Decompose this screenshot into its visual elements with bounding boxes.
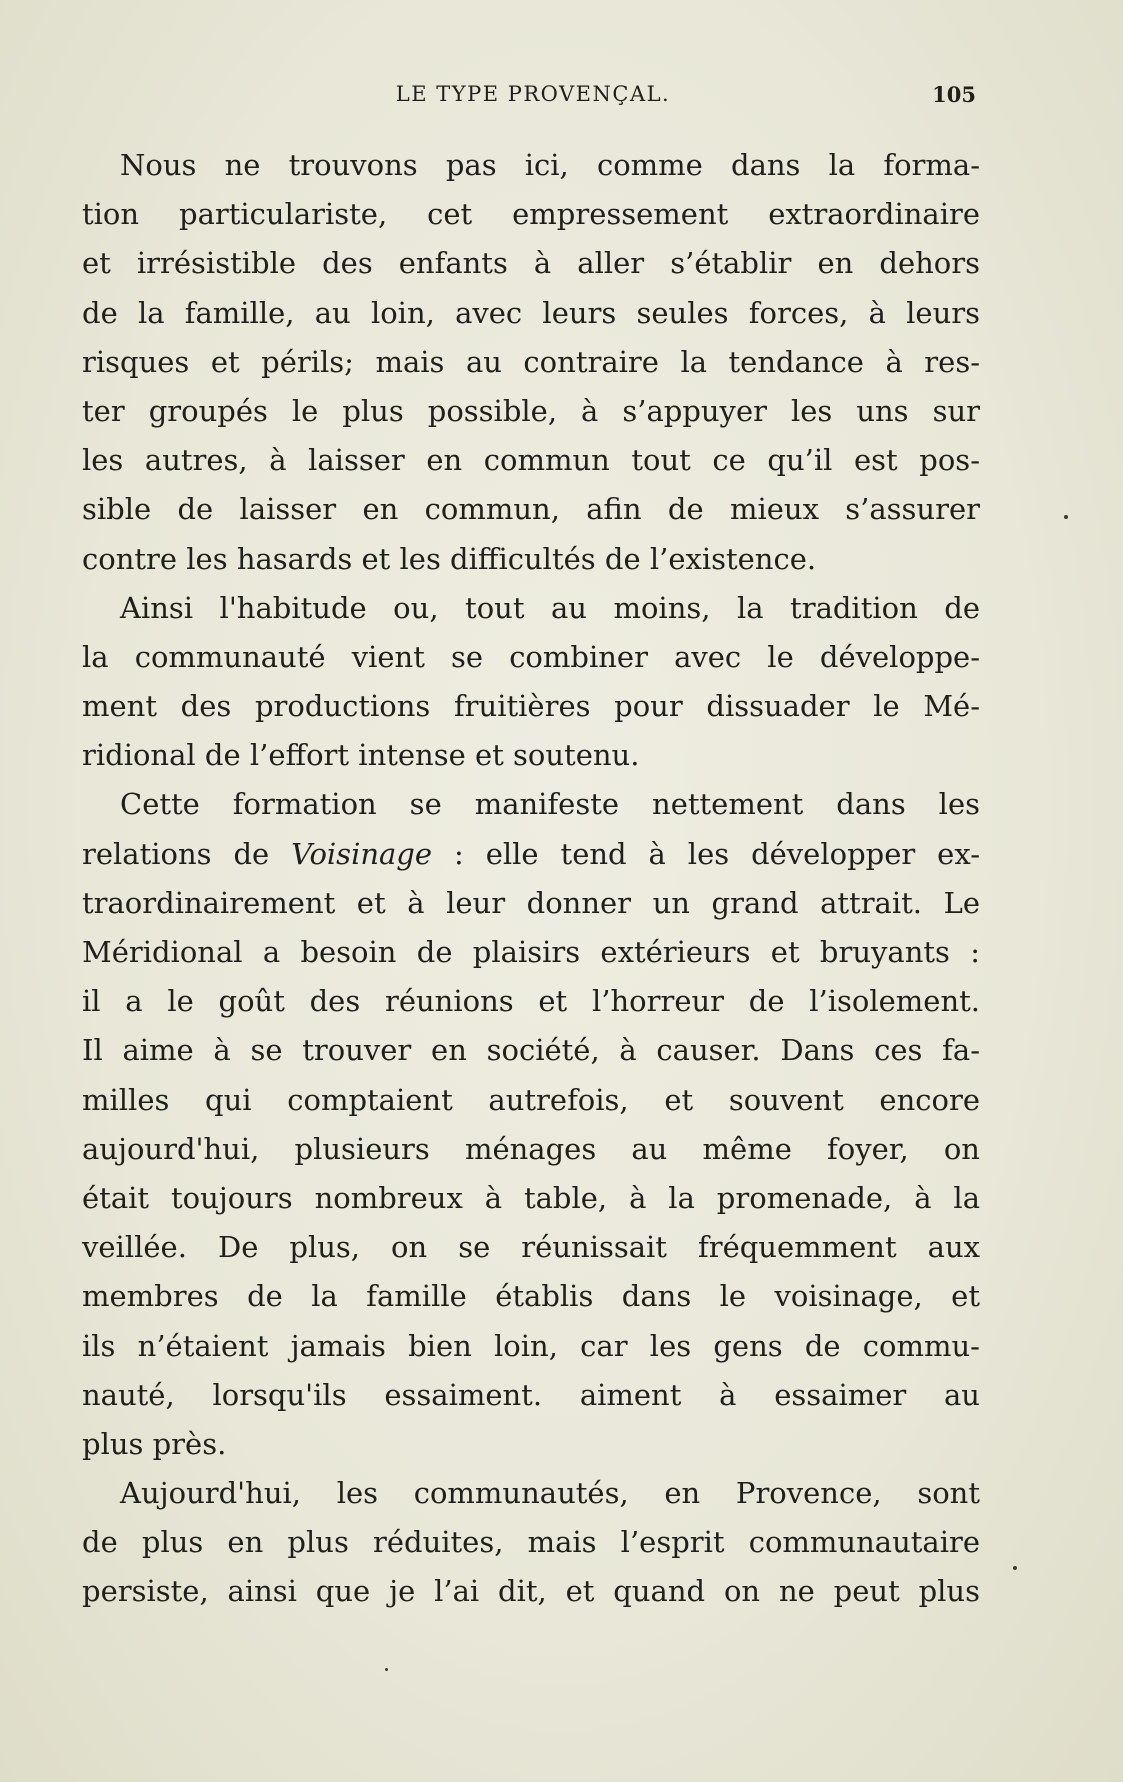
body-text xyxy=(82,141,980,1617)
text-line: veillée. De plus, on se réunissait fréquemment aux xyxy=(82,1230,980,1265)
print-speck xyxy=(385,1668,388,1671)
text-line: ment des productions fruitières pour dissuader le Mé- xyxy=(82,689,980,724)
text-line: milles qui comptaient autrefois, et souvent encore xyxy=(82,1082,980,1117)
text-line: contre les hasards et les difficultés de l’existence. xyxy=(82,541,817,576)
text-line: nauté, lorsqu'ils essaiment. aiment à essaimer au xyxy=(82,1377,980,1412)
text-line: Méridional a besoin de plaisirs extérieurs et bruyants : xyxy=(82,935,980,969)
text-line: membres de la famille établis dans le voisinage, et xyxy=(82,1279,980,1314)
text-line: relations de Voisinage : elle tend à les développer ex- xyxy=(82,836,980,871)
running-header xyxy=(84,82,982,114)
running-title: LE TYPE PROVENÇAL. xyxy=(395,82,671,106)
text-line: de la famille, au loin, avec leurs seules forces, à leurs xyxy=(82,295,980,330)
text-line: Aujourd'hui, les communautés, en Provence, sont xyxy=(120,1476,980,1511)
text-line: aujourd'hui, plusieurs ménages au même foyer, on xyxy=(82,1131,980,1166)
text-line: Cette formation se manifeste nettement dans les xyxy=(120,787,980,822)
paragraph xyxy=(82,584,980,781)
text-line: Ainsi l'habitude ou, tout au moins, la tradition de xyxy=(120,590,980,625)
text-line: et irrésistible des enfants à aller s’établir en dehors xyxy=(82,246,980,281)
paragraph xyxy=(82,1469,980,1617)
text-line: ridional de l’effort intense et soutenu. xyxy=(82,738,640,773)
text-line: risques et périls; mais au contraire la tendance à res- xyxy=(82,344,980,379)
print-speck xyxy=(1013,1566,1017,1570)
text-line: ils n’étaient jamais bien loin, car les gens de commu- xyxy=(82,1328,980,1363)
page-number: 105 xyxy=(932,82,976,107)
text-line: persiste, ainsi que je l’ai dit, et quand on ne peut plus xyxy=(82,1574,980,1609)
text-line: de plus en plus réduites, mais l’esprit communautaire xyxy=(82,1525,980,1560)
text-line: traordinairement et à leur donner un grand attrait. Le xyxy=(82,885,980,920)
text-line: il a le goût des réunions et l’horreur de l’isolement. xyxy=(82,984,980,1019)
text-line: ter groupés le plus possible, à s’appuyer les uns sur xyxy=(82,393,980,428)
print-speck xyxy=(1064,515,1068,519)
text-line: tion particulariste, cet empressement extraordinaire xyxy=(82,197,980,232)
paragraph xyxy=(82,141,980,584)
text-line: sible de laisser en commun, afin de mieux s’assurer xyxy=(82,492,980,527)
text-line: la communauté vient se combiner avec le développe- xyxy=(82,639,980,674)
text-line: était toujours nombreux à table, à la promenade, à la xyxy=(82,1180,980,1215)
text-line: les autres, à laisser en commun tout ce qu’il est pos- xyxy=(82,443,980,478)
text-line: Nous ne trouvons pas ici, comme dans la forma- xyxy=(120,148,980,182)
text-line: Il aime à se trouver en société, à causer. Dans ces fa- xyxy=(82,1033,980,1068)
text-line: plus près. xyxy=(82,1426,227,1461)
paragraph xyxy=(82,780,980,1469)
